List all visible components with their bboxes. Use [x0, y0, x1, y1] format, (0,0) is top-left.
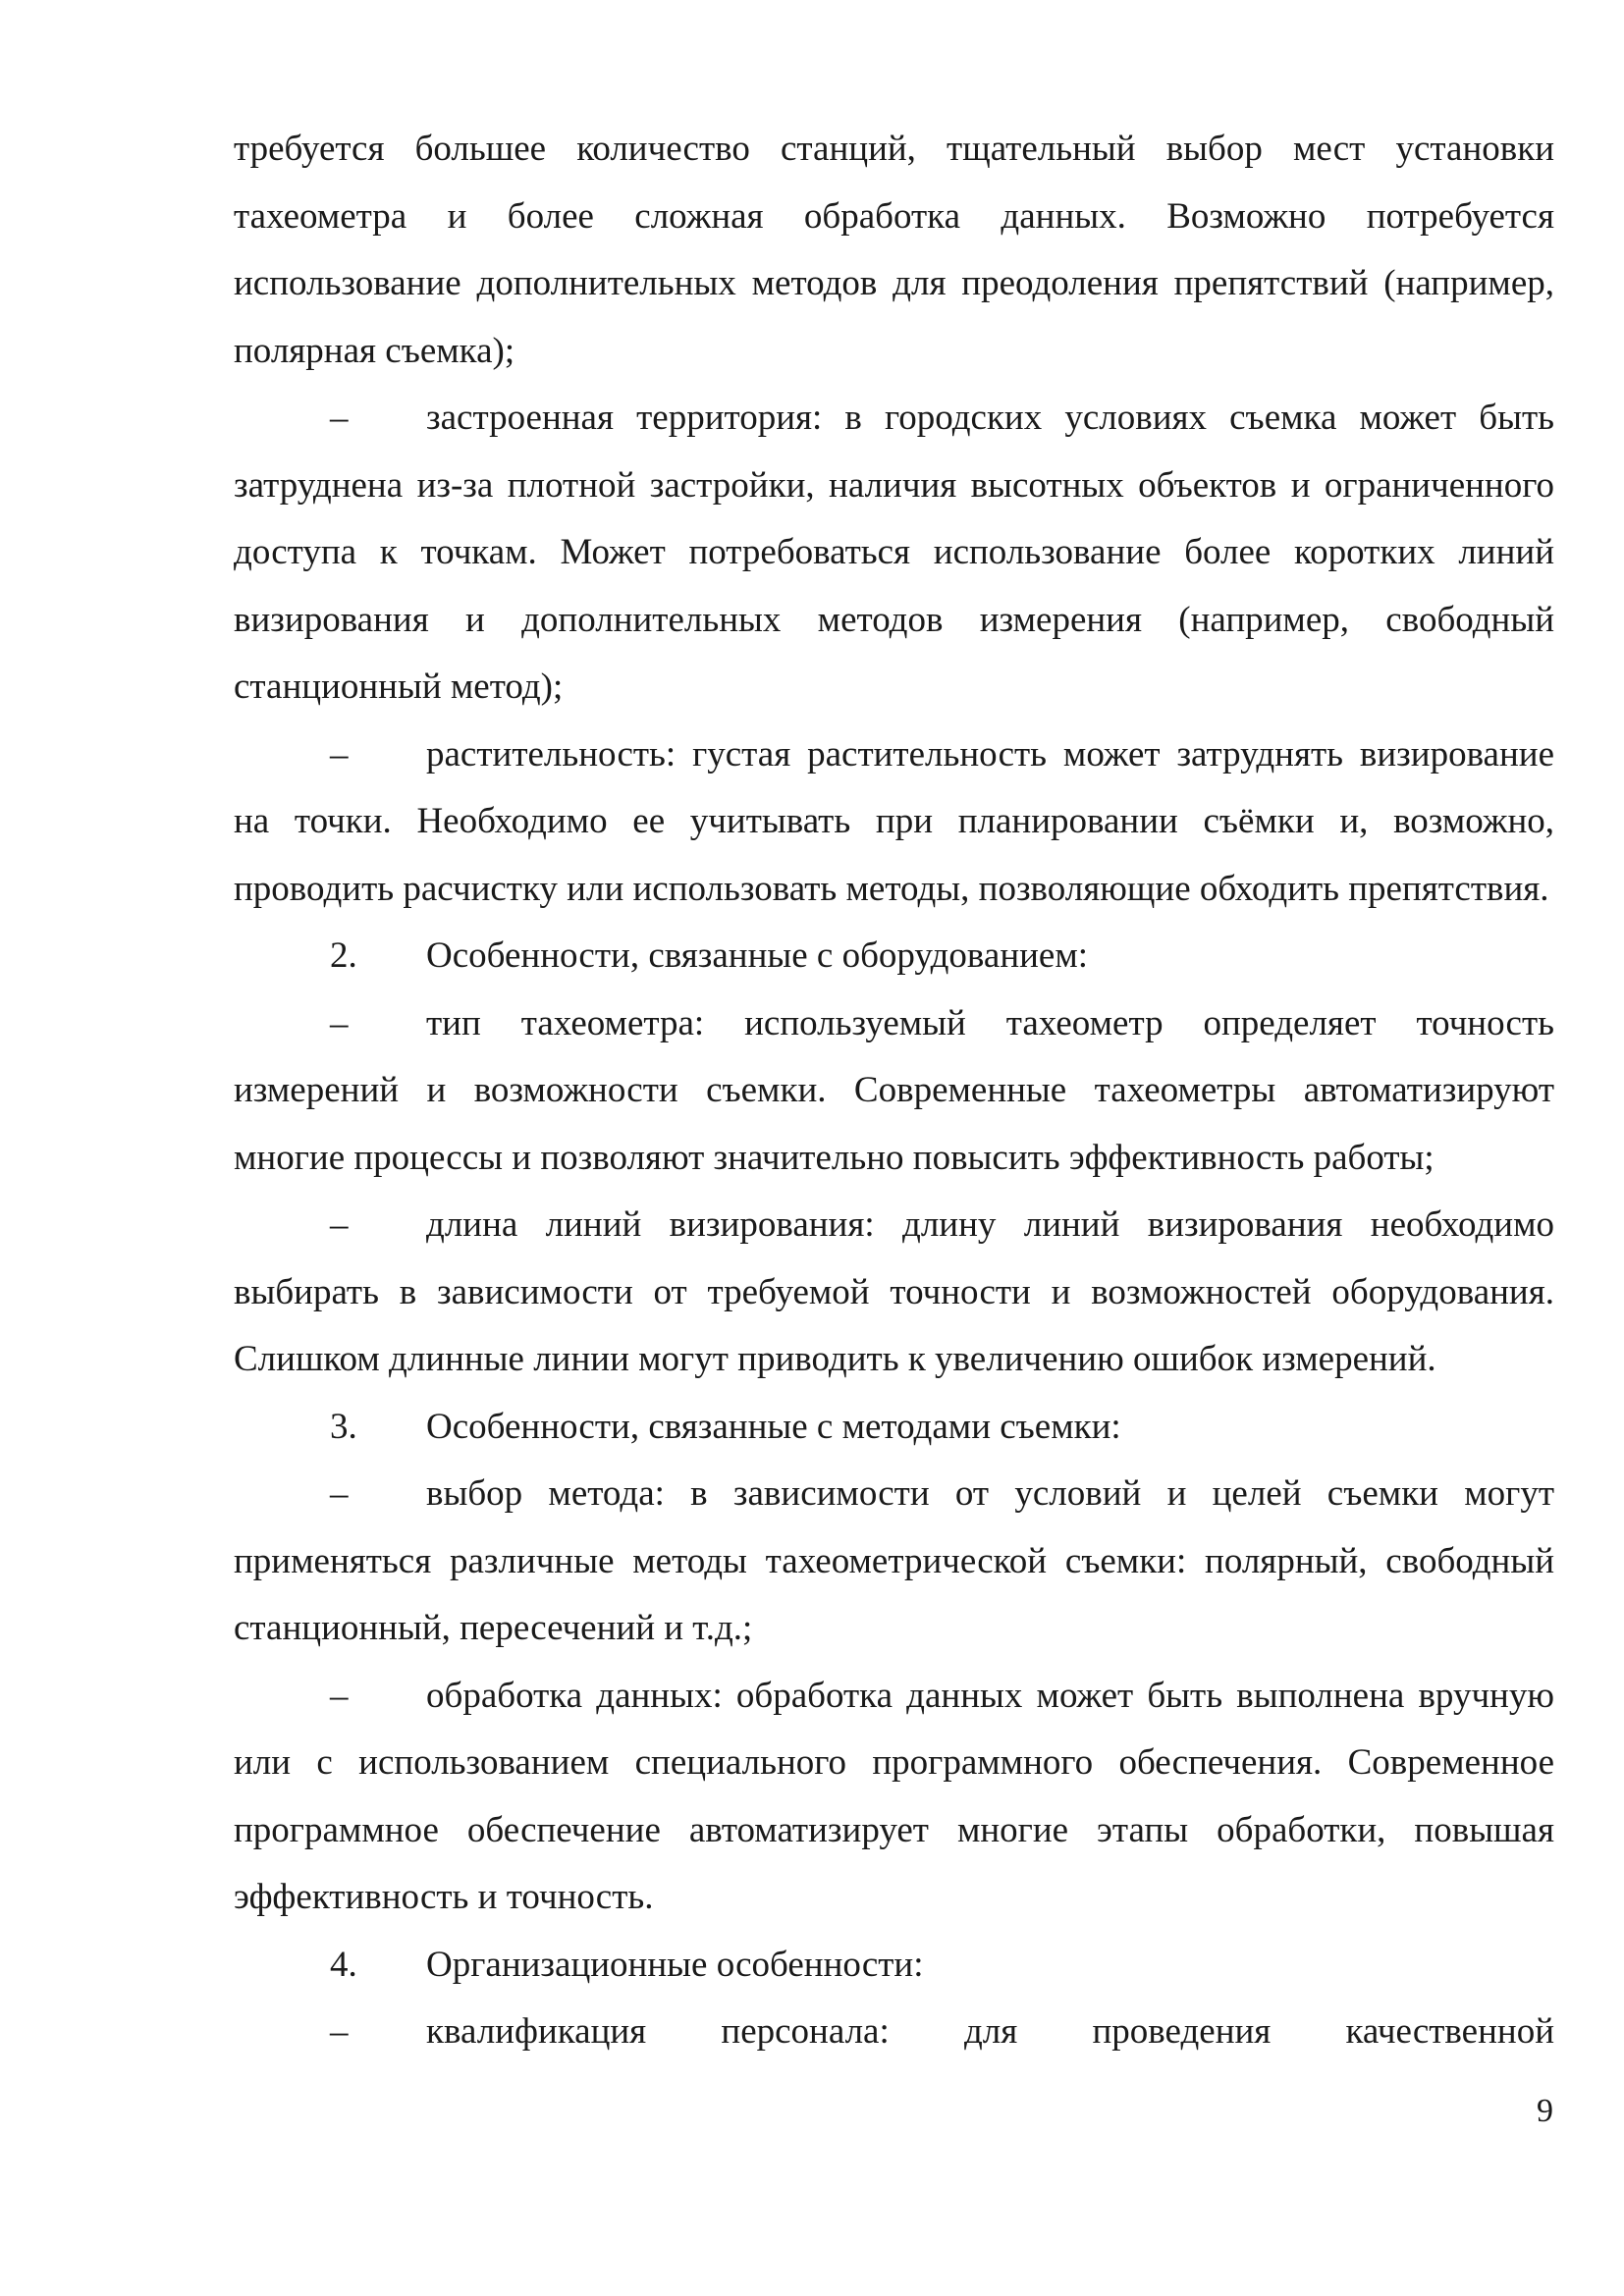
list-marker: –	[330, 1675, 349, 1716]
list-item	[234, 990, 1554, 1193]
list-number: 3.	[330, 1406, 357, 1447]
list-marker: –	[330, 1473, 349, 1514]
list-item	[234, 721, 1554, 924]
numbered-heading-text: Особенности, связанные с методами съемки:	[426, 1406, 1121, 1447]
list-item-text: обработка данных: обработка данных может быть выполнена вручную или с использованием специального программного обеспечения. Современное программное обеспечение автоматизирует многие этапы обработки, повышая эффективность и точность.	[234, 1675, 1554, 1917]
list-marker: –	[330, 733, 349, 774]
list-item	[234, 1663, 1554, 1932]
numbered-heading	[234, 923, 1554, 990]
document-page	[234, 116, 1554, 2066]
list-item-text: квалификация персонала: для проведения качественной	[426, 2011, 1554, 2052]
list-item-text: тип тахеометра: используемый тахеометр определяет точность измерений и возможности съемки. Современные тахеометры автоматизируют многие процессы и позволяют значительно повысить эффективность работы;	[234, 1002, 1554, 1178]
numbered-heading	[234, 1394, 1554, 1462]
page-number: 9	[1537, 2093, 1553, 2129]
list-number: 2.	[330, 935, 357, 976]
list-marker: –	[330, 1002, 349, 1043]
numbered-heading-text: Организационные особенности:	[426, 1944, 924, 1985]
list-marker: –	[330, 1204, 349, 1245]
numbered-heading	[234, 1932, 1554, 2000]
list-item	[234, 1461, 1554, 1663]
list-number: 4.	[330, 1944, 357, 1985]
list-item-text: застроенная территория: в городских условиях съемка может быть затруднена из-за плотной застройки, наличия высотных объектов и ограниченного доступа к точкам. Может потребоваться использование более коротких линий визирования и дополнительных методов измерения (например, свободный станционный метод);	[234, 398, 1554, 707]
numbered-heading-text: Особенности, связанные с оборудованием:	[426, 935, 1089, 976]
list-item	[234, 1999, 1554, 2066]
continuation-paragraph: требуется большее количество станций, тщательный выбор мест установки тахеометра и более сложная обработка данных. Возможно потребуется использование дополнительных методов для преодоления препятствий (например, полярная съемка);	[234, 129, 1554, 371]
list-marker: –	[330, 2011, 349, 2052]
list-item-text: выбор метода: в зависимости от условий и целей съемки могут применяться различные методы тахеометрической съемки: полярный, свободный станционный, пересечений и т.д.;	[234, 1473, 1554, 1648]
list-marker: –	[330, 398, 349, 438]
list-item-text: растительность: густая растительность может затруднять визирование на точки. Необходимо ее учитывать при планировании съёмки и, возможно, проводить расчистку или использовать методы, позволяющие обходить препятствия.	[234, 733, 1554, 909]
list-item	[234, 385, 1554, 721]
list-item	[234, 1192, 1554, 1394]
list-item-text: длина линий визирования: длину линий визирования необходимо выбирать в зависимости от требуемой точности и возможностей оборудования. Слишком длинные линии могут приводить к увеличению ошибок измерений.	[234, 1204, 1554, 1379]
